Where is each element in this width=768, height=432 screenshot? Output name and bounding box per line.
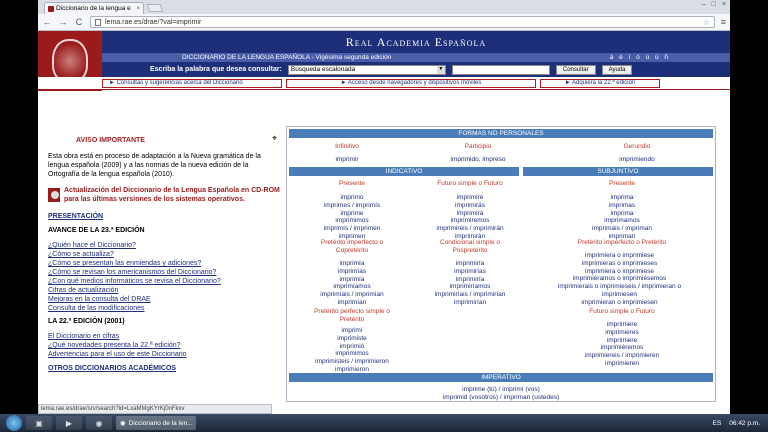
imperativo-bar: IMPERATIVO — [289, 373, 713, 382]
taskbar-explorer-icon[interactable]: ▣ — [26, 416, 52, 430]
browser-toolbar — [38, 14, 730, 31]
avance-links — [48, 241, 280, 313]
otros-diccionarios-link[interactable]: OTROS DICCIONARIOS ACADÉMICOS — [48, 365, 177, 372]
tab-close-icon[interactable]: × — [136, 5, 140, 12]
left-column — [48, 136, 280, 378]
subj-futuro-header: Futuro simple o Futuro — [589, 308, 655, 315]
subj-imperfecto-header: Pretérito imperfecto o Pretérito — [577, 239, 667, 246]
edicion22-link[interactable]: ¿Qué novedades presenta la 22.ª edición? — [48, 342, 181, 349]
avance-link[interactable]: ¿Con qué medios informáticos se revisa el Diccionario? — [48, 278, 221, 285]
participio-header: Participio — [464, 143, 492, 150]
aviso-text: Esta obra está en proceso de adaptación a la Nueva gramática de la lengua española (2009) y a las normas de la nueva edición de la Ortografía de la lengua española (2010). — [48, 153, 261, 178]
bookmark-star-icon[interactable]: ☆ — [702, 17, 710, 27]
edicion22-links — [48, 332, 280, 359]
address-bar[interactable] — [90, 16, 715, 28]
search-row — [102, 62, 730, 77]
cdrom-text[interactable]: Actualización del Diccionario de la Lengua Española en CD-ROM para las últimas versiones de los sistemas operativos. — [64, 187, 280, 203]
rae-header — [38, 31, 730, 91]
browser-menu-button[interactable]: ≡ — [720, 17, 726, 27]
subj-imperfecto-values: imprimiera o imprimiese imprimieras o imprimieses imprimiera o imprimiese imprimiéramos o imprimiésemos imprimierais o imprimieseis / imprimieran o imprimiesen imprimieran o imprimiesen — [557, 252, 682, 306]
back-button[interactable]: ← — [42, 17, 52, 27]
language-indicator[interactable]: ES — [712, 419, 722, 427]
imperativo-values: imprime (tú) / imprimí (vos) imprimid (vosotros) / impriman (ustedes) — [442, 386, 560, 401]
consultar-button[interactable]: Consultar — [556, 65, 596, 75]
edicion22-heading: LA 22.ª EDICIÓN (2001) — [48, 318, 125, 325]
avance-link[interactable]: Mejoras en la consulta del DRAE — [48, 296, 151, 303]
avance-link[interactable]: ¿Cómo se presentan las enmiendas y adiciones? — [48, 260, 202, 267]
subj-presente-header: Presente — [608, 180, 636, 187]
start-button[interactable] — [6, 415, 22, 431]
rae-favicon-icon — [48, 6, 54, 12]
header-links — [38, 77, 730, 90]
window-controls — [702, 1, 726, 8]
search-input[interactable] — [452, 65, 550, 75]
maximize-button[interactable]: □ — [711, 1, 716, 8]
taskbar-app-label: Diccionario de la len... — [128, 419, 193, 427]
edicion22-link[interactable]: Advertencias para el uso de este Diccionario — [48, 351, 187, 358]
status-bar-url: lema.rae.es/drae/srv/search?id=LxaMMgKYrKj0nFkxv — [38, 404, 272, 414]
cdrom-icon — [48, 188, 60, 202]
imperfecto-header: Pretérito imperfecto o Copretérito — [320, 239, 384, 254]
futuro-header: Futuro simple o Futuro — [437, 180, 503, 187]
dictionary-subtitle: DICCIONARIO DE LA LENGUA ESPAÑOLA - Vigésima segunda edición — [182, 54, 392, 61]
subj-futuro-values: imprimiere imprimieres imprimiere imprimiéremos imprimiereis / imprimieren imprimieren — [584, 321, 660, 367]
infinitivo-value: imprimir — [335, 156, 359, 163]
presentacion-link[interactable]: PRESENTACIÓN — [48, 213, 104, 220]
dictionary-edition-bar — [102, 53, 730, 62]
edicion22-link[interactable]: El Diccionario en cifras — [48, 333, 120, 340]
aviso-title: AVISO IMPORTANTE — [76, 137, 145, 144]
chrome-icon: ◉ — [120, 420, 126, 427]
avance-link[interactable]: Consulta de las modificaciones — [48, 305, 145, 312]
browser-tab[interactable] — [44, 2, 144, 14]
imperfecto-values: imprimía imprimías imprimía imprimíamos imprimíais / imprimían imprimían — [320, 260, 384, 306]
new-tab-button[interactable] — [147, 4, 164, 12]
condicional-values: imprimiría imprimirías imprimiría imprimiríamos imprimiríais / imprimirían imprimirían — [434, 260, 506, 306]
forward-button[interactable]: → — [58, 17, 68, 27]
accent-buttons[interactable]: á é í ó ú ü ñ — [609, 54, 670, 61]
chevron-down-icon: ▼ — [438, 65, 444, 72]
conjugation-panel — [286, 126, 716, 402]
perfecto-values: imprimí imprimiste imprimió imprimimos imprimisteis / imprimieron imprimieron — [315, 327, 389, 373]
clock[interactable]: 06:42 p.m. — [729, 419, 760, 427]
futuro-values: imprimiré imprimirás imprimirá imprimiremos imprimiréis / imprimirán imprimirán — [436, 194, 504, 240]
search-mode-select[interactable] — [288, 65, 446, 75]
perfecto-header: Pretérito perfecto simple o Pretérito — [314, 308, 390, 323]
ayuda-button[interactable]: Ayuda — [602, 65, 633, 75]
link-adquiera[interactable]: ► Adquiera la 22.ª edición — [540, 79, 660, 88]
url-text: lema.rae.es/drae/?val=imprimir — [105, 18, 202, 26]
formas-bar: FORMAS NO PERSONALES — [289, 129, 713, 138]
gerundio-header: Gerundio — [623, 143, 651, 150]
avance-link[interactable]: ¿Quién hace el Diccionario? — [48, 242, 136, 249]
presente-header: Presente — [338, 180, 366, 187]
taskbar-chrome-icon[interactable]: ◉ — [86, 416, 112, 430]
avance-link[interactable]: ¿Cómo se actualiza? — [48, 251, 114, 258]
subj-presente-values: imprima imprimas imprima imprimamos imprimáis / impriman impriman — [592, 194, 652, 240]
avance-link[interactable]: ¿Cómo se revisan los americanismos del Diccionario? — [48, 269, 217, 276]
search-label: Escriba la palabra que desea consultar: — [150, 66, 282, 73]
page-icon — [95, 19, 101, 26]
system-tray — [713, 420, 768, 427]
close-window-button[interactable]: × — [721, 1, 726, 8]
taskbar-media-icon[interactable]: ▶ — [56, 416, 82, 430]
avance-link[interactable]: Cifras de actualización — [48, 287, 119, 294]
reload-button[interactable]: C — [75, 17, 83, 27]
link-acceso[interactable]: ► Acceso desde navegadores y dispositivos móviles — [286, 79, 536, 88]
subjuntivo-bar: SUBJUNTIVO — [523, 167, 713, 176]
search-mode-value: Búsqueda escalonada — [290, 66, 356, 73]
infinitivo-header: Infinitivo — [335, 143, 359, 150]
presente-values: imprimo imprimes / imprimís imprime imprimimos imprimís / imprimen imprimen — [323, 194, 381, 240]
minimize-button[interactable]: – — [701, 1, 706, 8]
mouse-cursor-icon: ⌖ — [272, 133, 278, 143]
condicional-header: Condicional simple o Pospretérito — [440, 239, 500, 254]
browser-window — [38, 0, 730, 432]
indicativo-bar: INDICATIVO — [289, 167, 519, 176]
participio-value: imprimido, impreso — [450, 156, 506, 163]
tab-strip — [38, 0, 730, 14]
windows-taskbar — [0, 414, 768, 432]
link-consultas[interactable]: ► Consultas y sugerencias acerca del Diccionario — [102, 79, 282, 88]
taskbar-app-diccionario[interactable] — [116, 416, 196, 430]
gerundio-value: imprimiendo — [619, 156, 655, 163]
avance-heading: AVANCE DE LA 23.ª EDICIÓN — [48, 227, 145, 234]
tab-title: Diccionario de la lengua e — [56, 5, 131, 12]
cdrom-notice[interactable] — [48, 186, 280, 204]
rae-title: Real Academia Española — [102, 31, 730, 53]
